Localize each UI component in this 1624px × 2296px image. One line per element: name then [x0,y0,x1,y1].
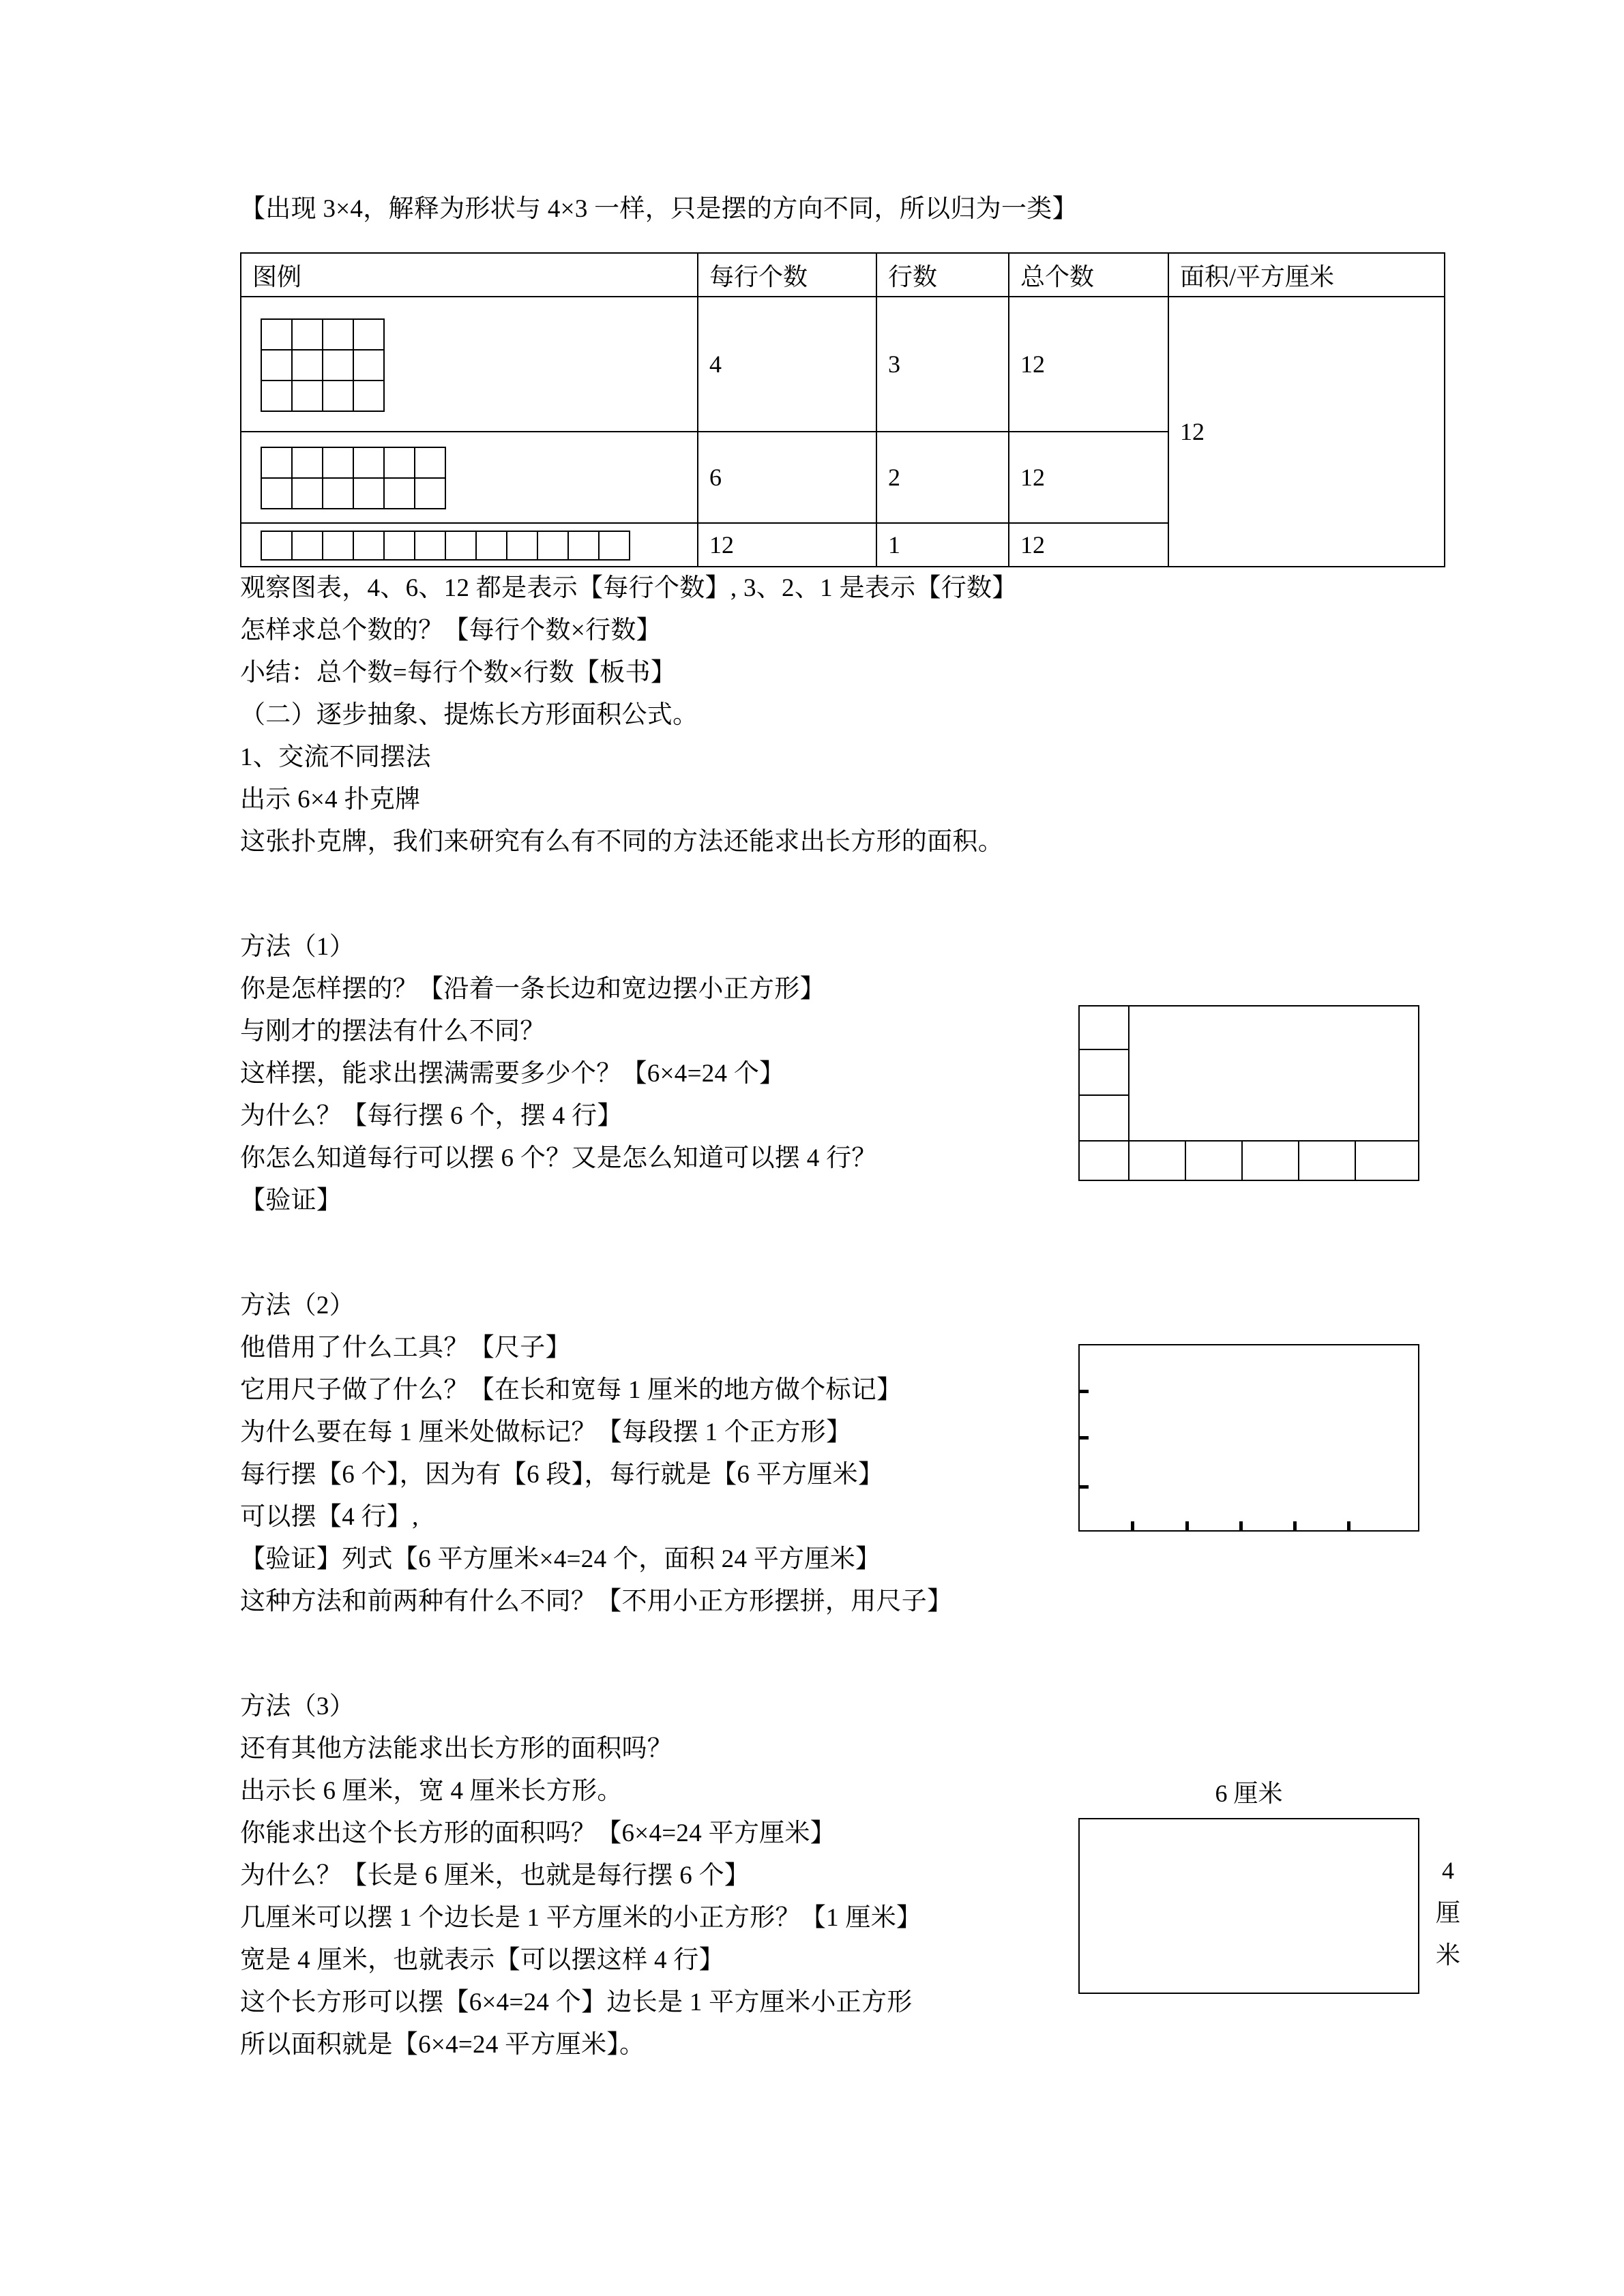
grid-cell [323,448,354,479]
method3-line-5: 几厘米可以摆 1 个边长是 1 平方厘米的小正方形？【1 厘米】 [240,1904,922,1932]
ruler-tick-bottom [1185,1521,1189,1530]
grid-cell [446,532,477,561]
figure-ruler-marked-rectangle [1078,1344,1419,1532]
ruler-tick-left [1080,1485,1089,1489]
after-table-line-1: 观察图表，4、6、12 都是表示【每行个数】, 3、2、1 是表示【行数】 [240,574,1018,602]
grid-cell [569,532,600,561]
per-row-value-3: 12 [698,523,876,567]
grid-cell [354,479,385,509]
l-shape-bottom-row-divider [1080,1140,1418,1142]
ruler-rectangle-diagram [1078,1344,1419,1532]
grid-cell [293,448,323,479]
method1-line-4: 为什么？【每行摆 6 个，摆 4 行】 [240,1102,623,1130]
grid-cell [262,320,293,351]
intro-note: 【出现 3×4，解释为形状与 4×3 一样，只是摆的方向不同，所以归为一类】 [240,195,1078,223]
method3-line-1: 还有其他方法能求出长方形的面积吗？ [240,1735,673,1763]
method3-line-2: 出示长 6 厘米，宽 4 厘米长方形。 [240,1777,623,1805]
grid-cell [415,532,446,561]
method1-line-2: 与刚才的摆法有什么不同？ [240,1017,546,1045]
legend-cell-1 [241,297,698,432]
l-shape-bottom-col-divider [1185,1140,1186,1180]
grid-figure-12x1 [261,531,630,561]
per-row-value-2: 6 [698,432,876,523]
grid-figure-6x2-wrap [252,438,686,516]
method2-line-4: 每行摆【6 个】，因为有【6 段】，每行就是【6 平方厘米】 [240,1461,884,1489]
legend-cell-2 [241,432,698,523]
method1-title: 方法（1） [240,933,355,961]
method1-line-1: 你是怎样摆的？【沿着一条长边和宽边摆小正方形】 [240,975,825,1003]
after-table-line-6: 出示 6×4 扑克牌 [240,786,421,814]
rows-value-1: 3 [876,297,1009,432]
total-value-1: 12 [1009,297,1168,432]
method3-line-6: 宽是 4 厘米，也就表示【可以摆这样 4 行】 [240,1946,724,1974]
total-value-3: 12 [1009,523,1168,567]
l-shape-left-divider-1 [1080,1049,1128,1050]
l-shape-bottom-col-divider [1355,1140,1356,1180]
l-shape-left-divider-2 [1080,1094,1128,1096]
rectangle-length-label: 6 厘米 [1215,1780,1283,1807]
method1-line-3: 这样摆，能求出摆满需要多少个？【6×4=24 个】 [240,1060,785,1088]
width-label-char-1: 4 [1442,1857,1454,1884]
table-row [241,297,1445,432]
method2-line-1: 他借用了什么工具？【尺子】 [240,1334,571,1362]
l-shape-bottom-col-divider [1298,1140,1299,1180]
method2-line-3: 为什么要在每 1 厘米处做标记？【每段摆 1 个正方形】 [240,1418,852,1446]
area-value: 12 [1168,297,1445,567]
grid-cell [293,381,323,412]
grid-figure-4x3-wrap [252,310,686,419]
grid-cell [323,381,354,412]
grid-cell [293,351,323,381]
method2-title: 方法（2） [240,1292,355,1320]
ruler-tick-left [1080,1436,1089,1440]
grid-cell [323,532,354,561]
l-shape-vertical-divider [1128,1007,1130,1140]
per-row-value-1: 4 [698,297,876,432]
grid-cell [538,532,569,561]
grid-cell [262,448,293,479]
legend-cell-3 [241,523,698,567]
width-label-char-3: 米 [1435,1941,1460,1969]
method3-line-7: 这个长方形可以摆【6×4=24 个】边长是 1 平方厘米小正方形 [240,1988,913,2016]
header-per-row: 每行个数 [698,253,876,297]
grid-cell [293,479,323,509]
method3-title: 方法（3） [240,1693,355,1720]
after-table-line-7: 这张扑克牌，我们来研究有么有不同的方法还能求出长方形的面积。 [240,828,1003,856]
grid-cell [415,448,446,479]
spacer [240,1222,1386,1285]
after-table-line-2: 怎样求总个数的？【每行个数×行数】 [240,616,662,644]
spacer [240,1623,1386,1686]
method1-line-5: 你怎么知道每行可以摆 6 个？又是怎么知道可以摆 4 行？ [240,1144,877,1172]
grid-cell [385,479,415,509]
spacer [240,863,1386,926]
grid-cell [354,351,385,381]
l-shape-bottom-col-divider [1241,1140,1243,1180]
method2-line-2: 它用尺子做了什么？【在长和宽每 1 厘米的地方做个标记】 [240,1376,902,1404]
grid-cell [600,532,630,561]
method1-line-6: 【验证】 [240,1187,342,1214]
comparison-table [240,252,1445,567]
grid-cell [293,320,323,351]
header-legend: 图例 [241,253,698,297]
after-table-line-3: 小结：总个数=每行个数×行数【板书】 [240,659,677,687]
after-table-line-4: （二）逐步抽象、提炼长方形面积公式。 [240,701,698,729]
table-header-row [241,253,1445,297]
grid-cell [477,532,507,561]
grid-cell [293,532,323,561]
method3-line-3: 你能求出这个长方形的面积吗？【6×4=24 平方厘米】 [240,1819,836,1847]
ruler-tick-bottom [1347,1521,1350,1530]
grid-cell [507,532,538,561]
header-total: 总个数 [1009,253,1168,297]
grid-cell [262,479,293,509]
grid-cell [415,479,446,509]
l-shape-bottom-col-divider [1128,1140,1130,1180]
plain-rectangle-diagram [1078,1818,1419,1994]
ruler-tick-bottom [1131,1521,1134,1530]
grid-figure-12x1-wrap [252,527,686,563]
l-shape-diagram [1078,1005,1419,1181]
rows-value-3: 1 [876,523,1009,567]
total-value-2: 12 [1009,432,1168,523]
method2-line-7: 这种方法和前两种有什么不同？【不用小正方形摆拼，用尺子】 [240,1587,953,1615]
method2-line-5: 可以摆【4 行】, [240,1503,419,1531]
method3-line-4: 为什么？【长是 6 厘米，也就是每行摆 6 个】 [240,1862,750,1890]
ruler-tick-bottom [1239,1521,1243,1530]
grid-cell [354,448,385,479]
header-area: 面积/平方厘米 [1168,253,1445,297]
rectangle-width-label [1430,1849,1466,1976]
after-table-line-5: 1、交流不同摆法 [240,743,431,771]
grid-cell [354,532,385,561]
grid-cell [354,320,385,351]
grid-figure-4x3 [261,318,385,412]
grid-cell [354,381,385,412]
grid-figure-6x2 [261,447,446,509]
method3-line-8: 所以面积就是【6×4=24 平方厘米】。 [240,2031,645,2059]
grid-cell [323,351,354,381]
figure-labeled-rectangle [1078,1776,1501,2042]
width-label-char-2: 厘 [1435,1899,1460,1926]
grid-cell [262,532,293,561]
method2-line-6: 【验证】列式【6 平方厘米×4=24 个，面积 24 平方厘米】 [240,1545,881,1573]
grid-cell [385,532,415,561]
figure-l-shaped-rectangle [1078,1005,1419,1181]
ruler-tick-bottom [1293,1521,1297,1530]
grid-cell [323,479,354,509]
ruler-tick-left [1080,1390,1089,1393]
grid-cell [262,351,293,381]
grid-cell [385,448,415,479]
rows-value-2: 2 [876,432,1009,523]
header-rows: 行数 [876,253,1009,297]
grid-cell [262,381,293,412]
grid-cell [323,320,354,351]
